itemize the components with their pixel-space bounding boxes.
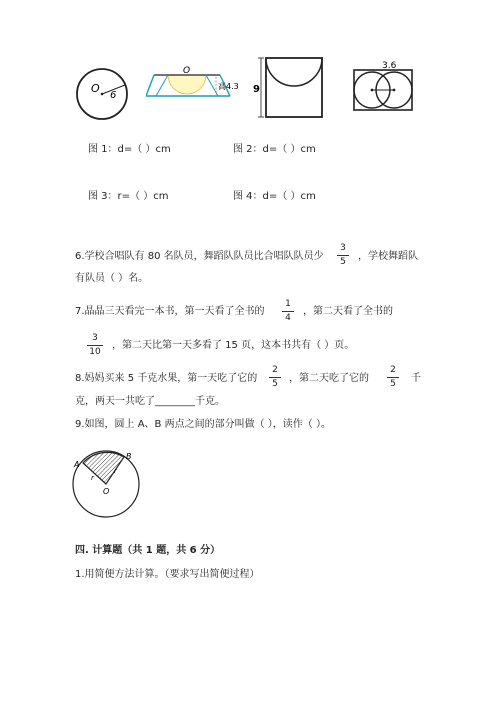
q8-text-part3: 千 [411, 373, 421, 384]
q6-text-part1: 6.学校合唱队有 80 名队员，舞蹈队队员比合唱队队员少 [75, 251, 324, 262]
caption-fig3: 图 3：r=（ ）cm [88, 191, 169, 202]
q8-text-line2: 克，两天一共吃了________千克。 [75, 396, 225, 407]
q7-fraction-1-numerator: 1 [285, 299, 291, 309]
q8-fraction-1-denominator: 5 [272, 379, 278, 389]
q7-fraction-2-denominator: 10 [89, 347, 101, 357]
fig5-r2-label: r [114, 467, 117, 475]
q6-text-part2: ，学校舞蹈队 [358, 251, 418, 262]
q8-fraction-1 [268, 365, 282, 390]
figure-4-two-circles [350, 58, 416, 118]
figure-5-circle-sector [70, 448, 160, 520]
q6-text-line2: 有队员（ ）名。 [75, 273, 149, 284]
fig2-height-label: 高4.3 [218, 82, 239, 91]
fig3-height-label: 9 [253, 84, 260, 95]
q9-text: 9.如图，圆上 A、B 两点之间的部分叫做（ ），读作（ ）。 [75, 419, 331, 430]
q8-fraction-2-denominator: 5 [390, 379, 396, 389]
fig5-b-label: B [126, 452, 132, 461]
fig4-top-label: 3.6 [382, 61, 397, 71]
q8-fraction-2 [386, 365, 400, 390]
figure-3-square-semicircle [253, 55, 325, 123]
q8-text-part2: ，第二天吃了它的 [289, 373, 369, 384]
fig5-r1-label: r [91, 474, 94, 482]
section-4-title: 四. 计算题（共 1 题，共 6 分） [75, 545, 221, 556]
q6-fraction-denominator: 5 [340, 257, 346, 267]
q8-fraction-2-numerator: 2 [390, 365, 396, 375]
q7-text-part2: ，第二天看了全书的 [303, 306, 393, 317]
fig5-o-label: O [103, 487, 110, 496]
q8-fraction-1-numerator: 2 [272, 365, 278, 375]
q7-fraction-1-denominator: 4 [285, 313, 291, 323]
fig5-a-label: A [74, 460, 80, 469]
q8-text-part1: 8.妈妈买来 5 千克水果，第一天吃了它的 [75, 373, 258, 384]
figure-2-semicircle-trapezoid [146, 66, 244, 106]
q6-fraction [336, 243, 350, 268]
caption-fig1: 图 1：d=（ ）cm [88, 144, 171, 155]
figure-1-circle [74, 66, 134, 122]
q6-fraction-numerator: 3 [340, 243, 346, 253]
q7-text-line2: ，第二天比第一天多看了 15 页，这本书共有（ ）页。 [112, 340, 355, 351]
caption-fig2: 图 2：d=（ ）cm [233, 144, 316, 155]
fig1-radius-label: 6 [110, 90, 117, 101]
q7-text-part1: 7.晶晶三天看完一本书，第一天看了全书的 [75, 306, 265, 317]
q7-fraction-2-numerator: 3 [92, 333, 98, 343]
q7-fraction-1 [281, 299, 295, 324]
q7-fraction-2 [86, 333, 104, 358]
fig1-center-label: O [91, 82, 100, 95]
fig2-top-label: O [183, 66, 191, 76]
section-4-question-1: 1.用简便方法计算。（要求写出简便过程） [75, 569, 260, 580]
caption-fig4: 图 4：d=（ ）cm [233, 191, 316, 202]
